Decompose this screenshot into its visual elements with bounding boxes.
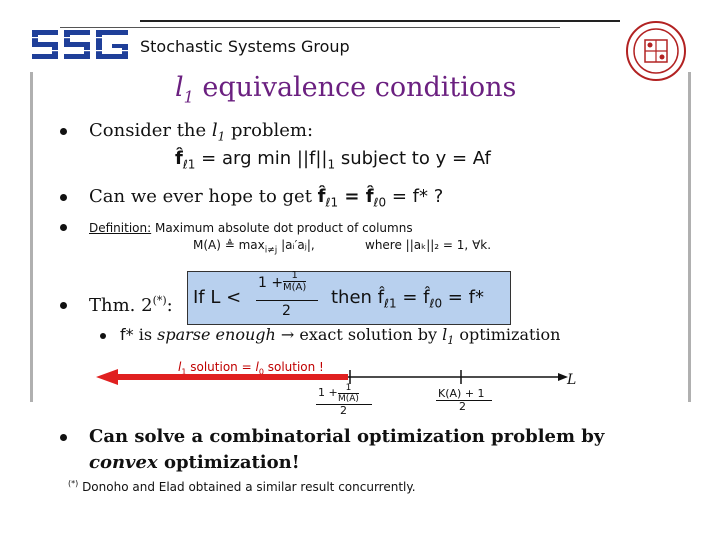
formula-text: = f* ?	[386, 186, 444, 207]
text-italic: convex	[89, 452, 158, 473]
formula-text: 1 +	[258, 275, 284, 291]
subscript: i≠j	[264, 245, 278, 256]
inner-frac-top: 1	[291, 270, 298, 281]
sub-bullet-sparse	[120, 325, 560, 347]
bullet-consider	[89, 120, 313, 144]
bullet-conclusion-line1: Can solve a combinatorial optimization problem by	[89, 426, 605, 447]
text: exact solution by	[299, 325, 443, 344]
bullet-dot	[60, 128, 67, 135]
header-rule-secondary	[60, 27, 560, 28]
text: optimization!	[157, 452, 300, 473]
tick2-numerator: K(A) + 1	[438, 387, 485, 400]
formula-text: then f̂	[331, 287, 385, 308]
l-symbol: l	[255, 360, 259, 374]
subscript: 1	[181, 367, 187, 377]
normalization-condition: where ||aₖ||₂ = 1, ∀k.	[365, 238, 492, 252]
theorem-fraction-numerator	[258, 275, 283, 291]
formula-text: 1 +	[318, 386, 338, 399]
bullet-conclusion-line2	[89, 452, 300, 473]
footnote-text: Donoho and Elad obtained a similar result concurrently.	[78, 480, 416, 494]
footnote-mark: (*)	[152, 294, 167, 307]
text: is	[133, 325, 158, 344]
formula-text: |aᵢ′aⱼ|,	[277, 238, 315, 252]
formula-text: = f*	[442, 287, 484, 308]
formula-text: = f̂	[338, 186, 374, 207]
slide-title	[175, 72, 516, 106]
formula-text: M(A) ≜ max	[193, 238, 265, 252]
subscript: ℓ1	[182, 157, 196, 172]
subscript: ℓ0	[429, 296, 443, 311]
subscript: ℓ0	[373, 195, 387, 210]
l1-problem-formula	[175, 148, 491, 172]
sub-bullet-dot	[100, 333, 106, 339]
subscript: 1	[447, 334, 455, 348]
bullet-dot	[60, 194, 67, 201]
header-rule	[140, 20, 620, 22]
subscript: ℓ1	[384, 296, 397, 311]
bullet-theorem	[89, 294, 173, 316]
footnote	[68, 479, 416, 494]
mit-seal-icon	[625, 20, 687, 82]
ssg-logo-icon	[30, 26, 132, 66]
group-name: Stochastic Systems Group	[140, 37, 350, 56]
definition-text: Maximum absolute dot product of columns	[151, 221, 413, 235]
formula-text: subject to y = Af	[335, 148, 491, 169]
title-subscript: 1	[183, 87, 194, 107]
text: optimization	[454, 325, 561, 344]
subscript: 0	[258, 367, 264, 377]
axis-label-L: L	[567, 372, 577, 388]
formula-text: = f̂	[396, 287, 430, 308]
f-hat: f̂	[317, 186, 326, 207]
inner-frac-top: 1	[345, 383, 352, 393]
l-symbol: l	[178, 360, 182, 374]
text-italic: sparse enough	[157, 325, 276, 344]
red-region-arrow	[96, 369, 348, 385]
theorem-inner-fraction	[283, 270, 306, 293]
left-frame-bar	[30, 72, 33, 402]
definition-label: Definition:	[89, 221, 152, 235]
tick1-numerator	[318, 386, 338, 399]
title-symbol: l	[175, 72, 184, 103]
inner-frac-bottom: M(A)	[338, 394, 359, 404]
theorem-then	[331, 287, 484, 311]
l-symbol: l	[211, 120, 218, 141]
bullet-text: Consider the	[89, 120, 212, 141]
bullet-definition	[89, 221, 413, 235]
theorem-label: Thm. 2	[89, 295, 153, 316]
text: solution =	[186, 360, 256, 374]
theorem-if: If L <	[193, 287, 242, 308]
arrow-icon: →	[275, 325, 300, 344]
right-frame-bar	[688, 72, 691, 402]
theorem-fraction-bar	[256, 300, 318, 301]
bullet-dot	[60, 224, 67, 231]
f-hat: f̂	[175, 148, 183, 169]
title-text: equivalence conditions	[193, 72, 517, 103]
tick1-denominator: 2	[340, 404, 347, 417]
bullet-dot	[60, 302, 67, 309]
colon: :	[166, 295, 173, 316]
bullet-text: problem:	[225, 120, 314, 141]
bullet-hope	[89, 186, 443, 210]
subscript: 1	[217, 129, 226, 144]
tick1-inner-fraction	[338, 383, 359, 404]
bullet-dot	[60, 434, 67, 441]
mutual-coherence-formula	[193, 238, 315, 255]
theorem-fraction-denominator: 2	[282, 303, 291, 319]
formula-text: = arg min ||f||	[195, 148, 328, 169]
subscript: 1	[327, 157, 336, 172]
inner-frac-bottom: M(A)	[283, 282, 307, 293]
footnote-mark: (*)	[68, 479, 79, 488]
l-symbol: l	[442, 325, 448, 344]
bullet-text: Can we ever hope to get	[89, 186, 318, 207]
text: solution !	[263, 360, 324, 374]
subscript: ℓ1	[325, 195, 339, 210]
tick2-denominator: 2	[459, 400, 466, 413]
f-star: f*	[120, 325, 134, 344]
